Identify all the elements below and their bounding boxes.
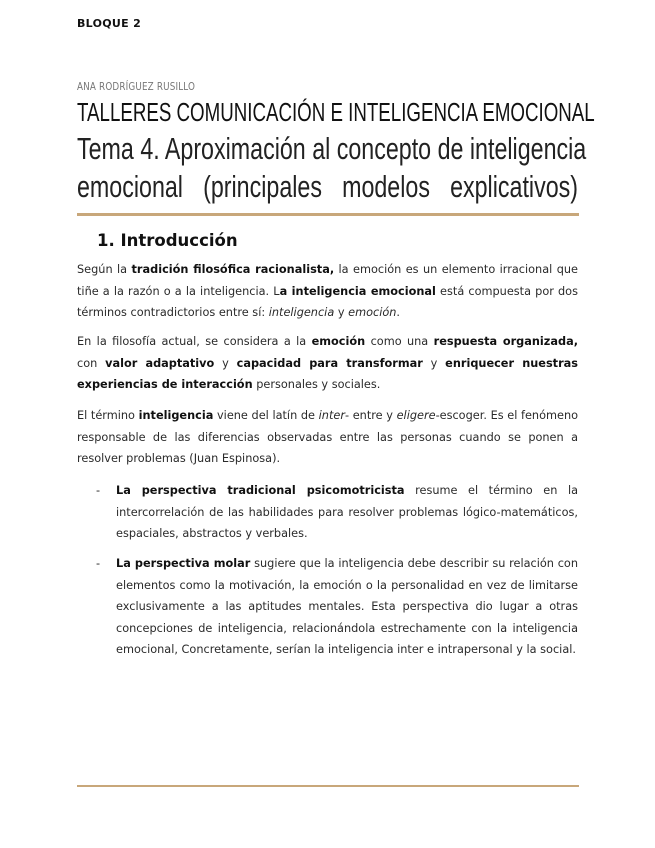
section-heading: 1. Introducción — [97, 231, 238, 250]
bold-text: a inteligencia emocional — [279, 284, 436, 298]
author-name: ANA RODRÍGUEZ RUSILLO — [77, 80, 196, 93]
text-run: - entre y — [345, 409, 397, 422]
topic-title-line-2: emocional (principales modelos explicativos) — [77, 169, 578, 204]
footer-divider — [77, 785, 579, 787]
document-title: TALLERES COMUNICACIÓN E INTELIGENCIA EMOCIONAL — [77, 97, 595, 127]
bold-text: tradición filosófica racionalista, — [131, 263, 335, 276]
text-run: En la filosofía actual, se considera a la — [77, 335, 312, 348]
bullet-item — [96, 553, 578, 661]
bullet-item — [96, 480, 579, 545]
bold-text: valor adaptativo — [105, 356, 215, 370]
text-run: la emoción es un elemento irracional que tiñe a la razón o a la inteligencia. L — [77, 263, 578, 298]
text-run: y — [334, 306, 349, 319]
text-run: Según la — [77, 263, 132, 276]
bullet-text — [116, 557, 578, 656]
text-run: y — [214, 356, 237, 370]
paragraph — [77, 405, 578, 470]
italic-text: eligere — [396, 409, 436, 422]
bold-text: La perspectiva molar — [116, 557, 251, 570]
text-run: está compuesta por dos términos contradictorios entre sí: — [77, 284, 578, 319]
text-run: viene del latín de — [213, 409, 319, 422]
bold-text: respuesta organizada, — [433, 335, 578, 348]
title-divider — [77, 213, 579, 216]
text-run: El término — [77, 409, 139, 422]
bold-text: enriquecer nuestras experiencias de interacción — [77, 356, 578, 391]
italic-text: emoción — [348, 306, 397, 319]
text-run: . — [396, 306, 401, 319]
text-run: sugiere que la inteligencia debe describir su relación con elementos como la motivación, la emoción o la personalidad en vez de limitarse exclusivamente a las aptitudes mentales. Esta perspectiva dio lugar a otras concepciones de inteligencia, relacionándola estrechamente con la inteligencia emocional, Concretamente, serían la inteligencia inter e intrapersonal y la social. — [116, 557, 578, 656]
text-run: resume el término en la intercorrelación de las habilidades para resolver problemas lógico-matemáticos, espaciales, abstractos y verbales. — [116, 484, 579, 540]
italic-text: inteligencia — [268, 306, 335, 319]
bullet-text — [116, 484, 578, 540]
text-run: como una — [365, 335, 434, 348]
text-run: y — [422, 356, 446, 370]
topic-title-line-1: Tema 4. Aproximación al concepto de inteligencia — [77, 131, 587, 166]
bullet-marker: - — [96, 557, 101, 570]
bold-text: inteligencia — [138, 409, 214, 422]
text-run: -escoger. Es el fenómeno responsable de las diferencias observadas entre las personas cuando se ponen a resolver problemas (Juan Espinosa). — [77, 409, 579, 465]
paragraph — [77, 331, 578, 396]
text-run: personales y sociales. — [252, 378, 381, 391]
bold-text: capacidad para transformar — [236, 356, 423, 370]
italic-text: inter — [318, 409, 345, 422]
paragraph — [77, 259, 578, 324]
section-label: BLOQUE 2 — [77, 17, 142, 30]
bullet-marker: - — [96, 484, 101, 497]
text-run: con — [77, 356, 106, 370]
bold-text: La perspectiva tradicional psicomotricista — [116, 484, 405, 497]
bold-text: emoción — [311, 335, 366, 348]
